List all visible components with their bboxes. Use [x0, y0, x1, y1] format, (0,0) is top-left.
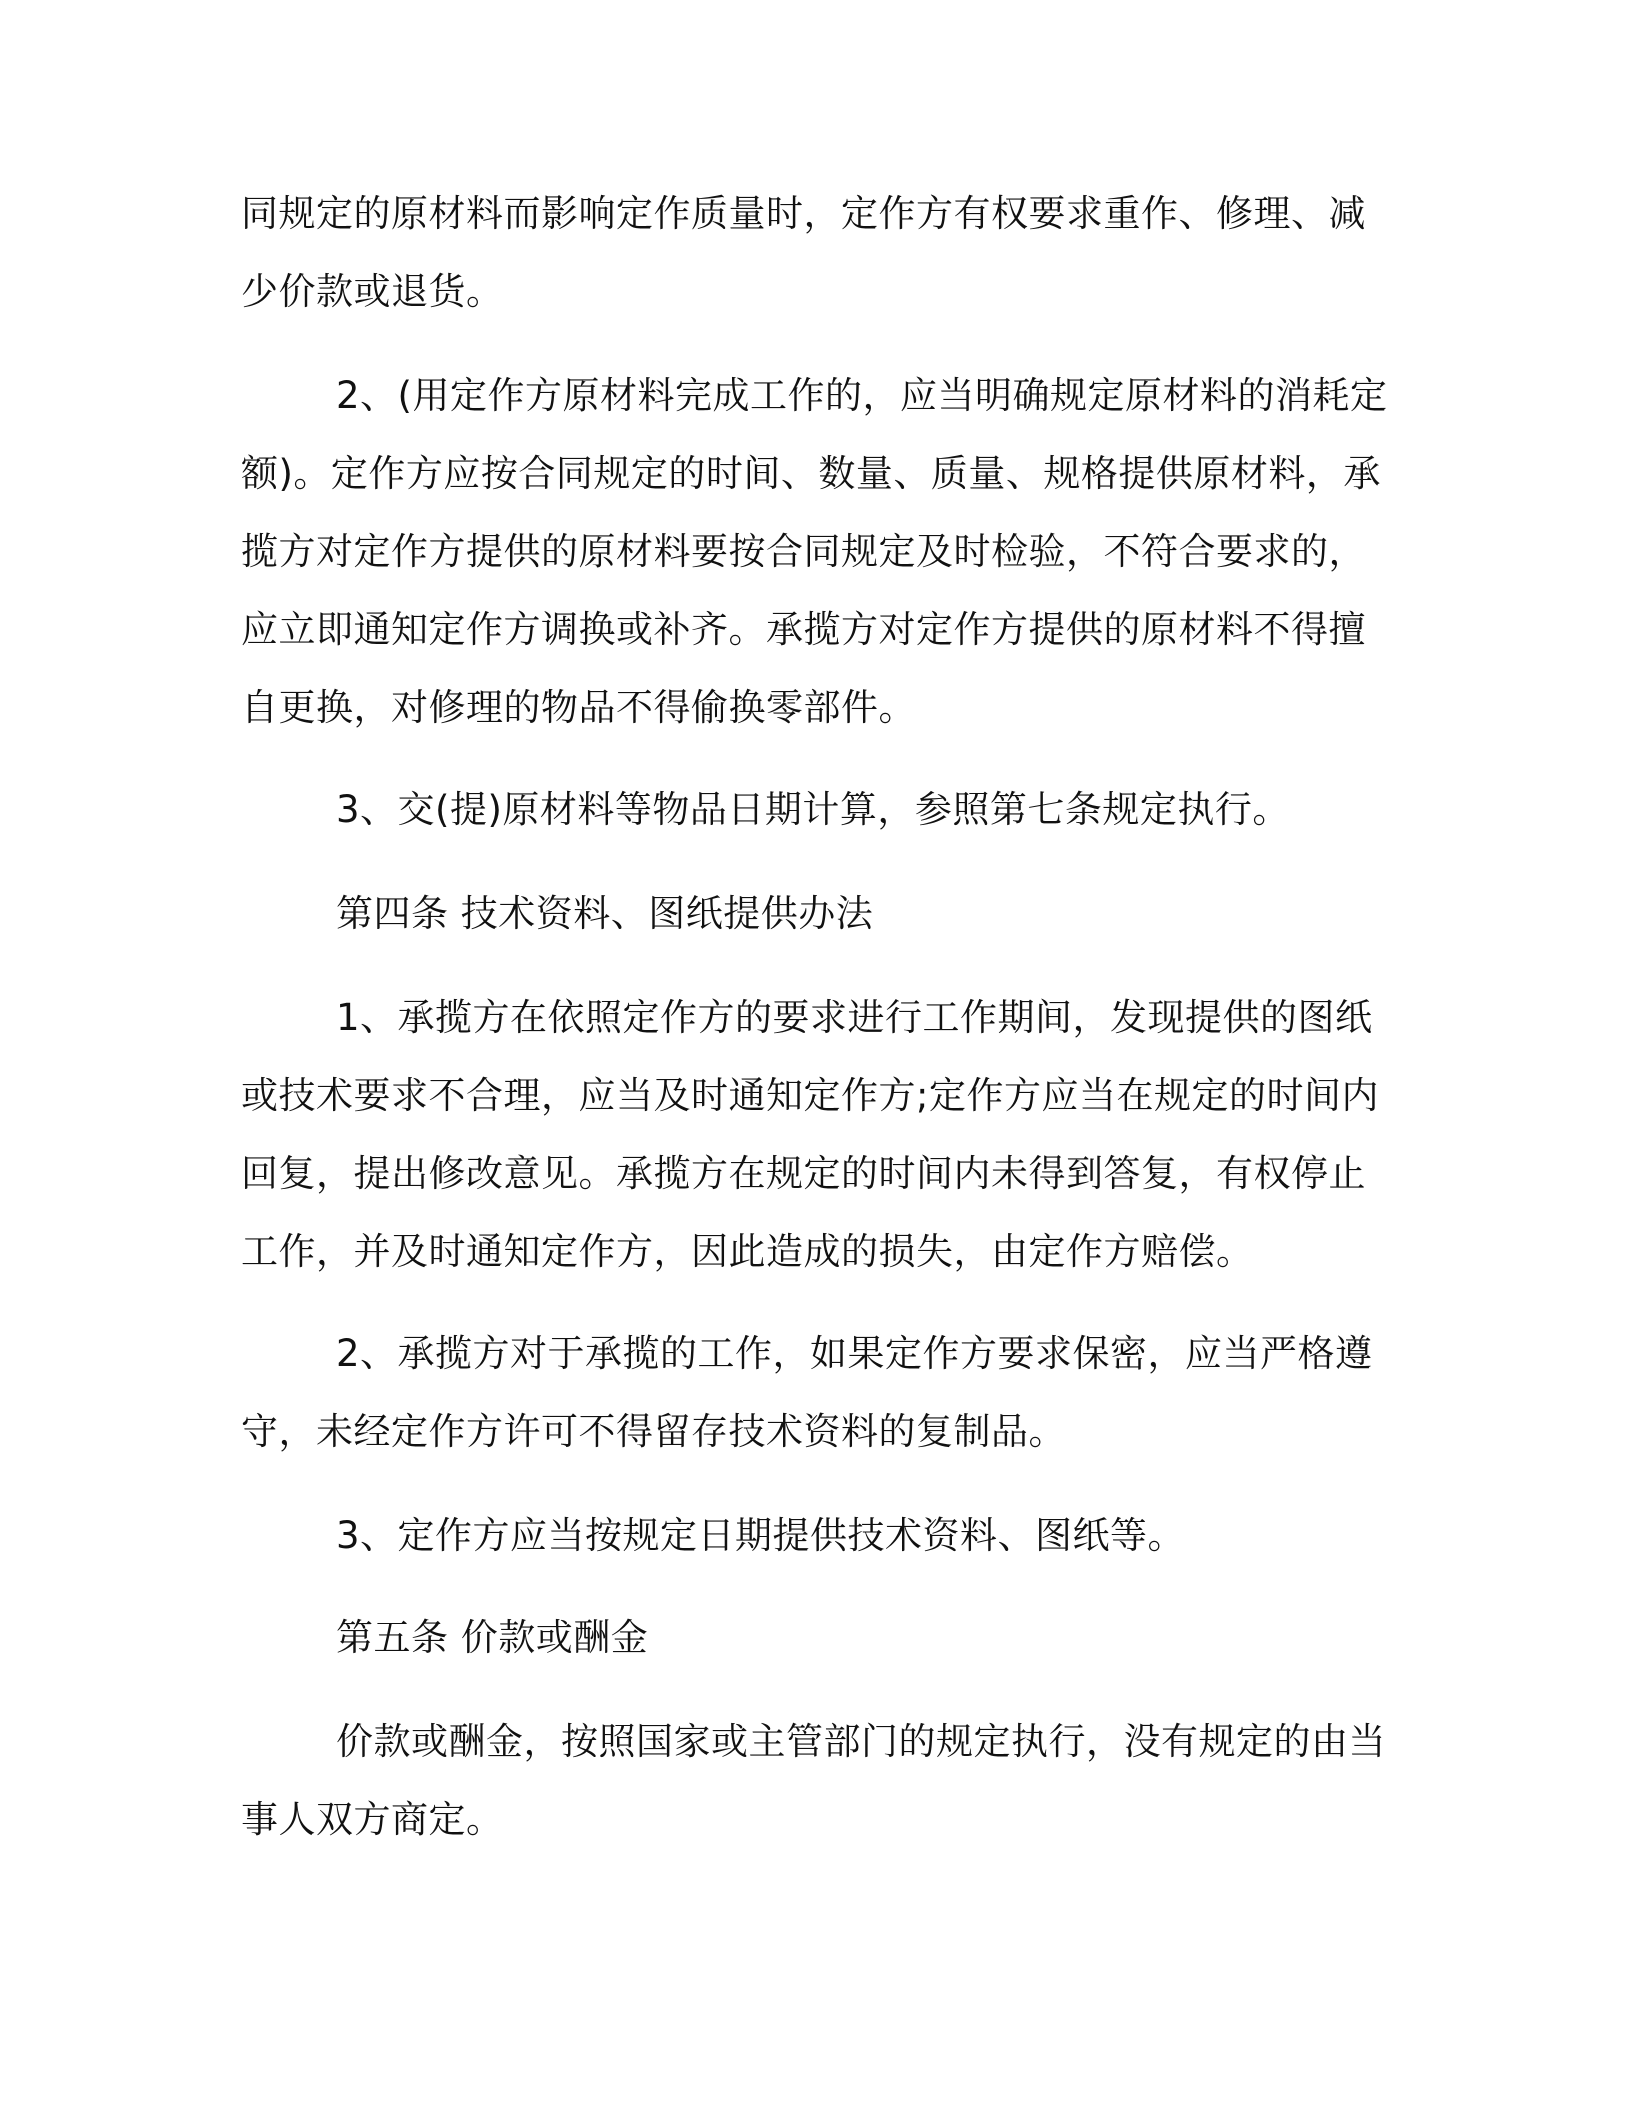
paragraph-start-line: 1、承揽方在依照定作方的要求进行工作期间，发现提供的图纸: [336, 996, 1373, 1039]
paragraph-start-line: 2、(用定作方原材料完成工作的，应当明确规定原材料的消耗定: [336, 374, 1388, 417]
text-line: 揽方对定作方提供的原材料要按合同规定及时检验，不符合要求的，: [241, 530, 1366, 573]
paragraph-start-line: 价款或酬金，按照国家或主管部门的规定执行，没有规定的由当: [336, 1720, 1386, 1763]
text-line: 回复，提出修改意见。承揽方在规定的时间内未得到答复，有权停止: [241, 1152, 1366, 1195]
text-line: 少价款或退货。: [241, 270, 504, 313]
text-line: 额)。定作方应按合同规定的时间、数量、质量、规格提供原材料，承: [241, 452, 1381, 495]
text-line: 应立即通知定作方调换或补齐。承揽方对定作方提供的原材料不得擅: [241, 608, 1366, 651]
text-line: 事人双方商定。: [241, 1798, 504, 1841]
paragraph-start-line: 2、承揽方对于承揽的工作，如果定作方要求保密，应当严格遵: [336, 1332, 1373, 1375]
text-line: 自更换，对修理的物品不得偷换零部件。: [241, 686, 916, 729]
section-heading: 第四条 技术资料、图纸提供办法: [336, 892, 874, 935]
text-line: 或技术要求不合理，应当及时通知定作方;定作方应当在规定的时间内: [241, 1074, 1379, 1117]
section-heading: 第五条 价款或酬金: [336, 1616, 649, 1659]
text-line: 同规定的原材料而影响定作质量时，定作方有权要求重作、修理、减: [241, 192, 1366, 235]
text-line: 工作，并及时通知定作方，因此造成的损失，由定作方赔偿。: [241, 1230, 1254, 1273]
paragraph-start-line: 3、交(提)原材料等物品日期计算，参照第七条规定执行。: [336, 788, 1290, 831]
paragraph-start-line: 3、定作方应当按规定日期提供技术资料、图纸等。: [336, 1514, 1186, 1557]
text-line: 守，未经定作方许可不得留存技术资料的复制品。: [241, 1410, 1066, 1453]
